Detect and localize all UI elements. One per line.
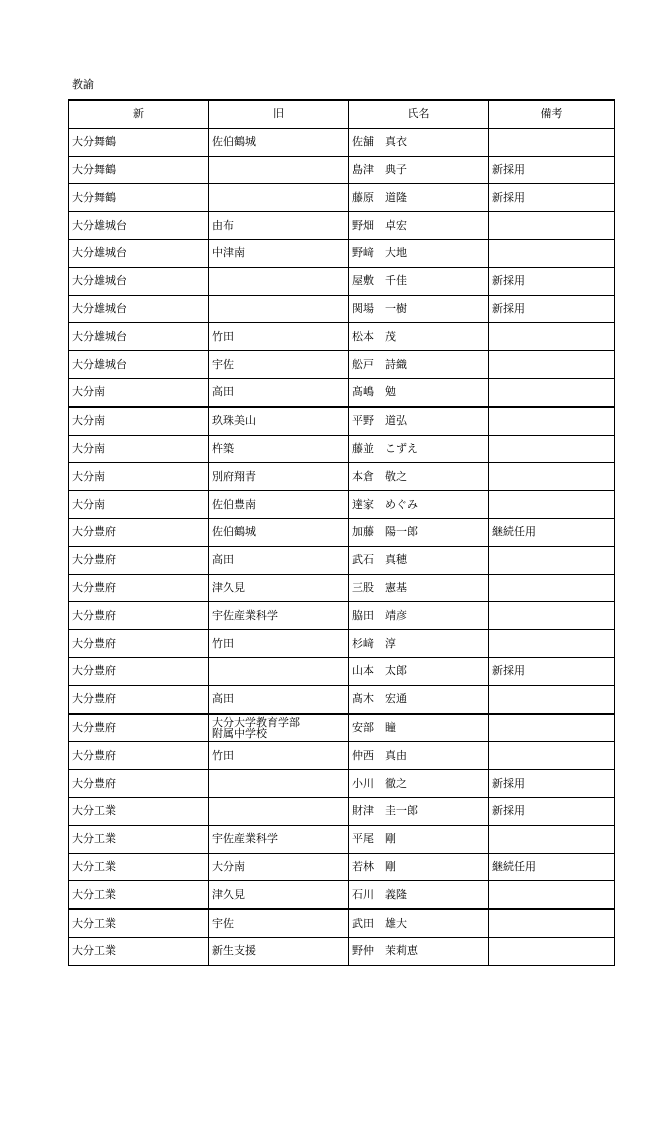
cell-note (489, 378, 615, 406)
cell-name: 若林 剛 (349, 853, 489, 881)
cell-old (209, 657, 349, 685)
cell-old: 中津南 (209, 239, 349, 267)
cell-name: 杉﨑 淳 (349, 630, 489, 658)
cell-new: 大分豊府 (69, 685, 209, 713)
table-row (69, 770, 615, 798)
cell-new: 大分雄城台 (69, 323, 209, 351)
cell-name: 髙嶋 勉 (349, 378, 489, 406)
cell-new: 大分工業 (69, 909, 209, 937)
cell-name: 本倉 敬之 (349, 463, 489, 491)
cell-new: 大分豊府 (69, 770, 209, 798)
table-row (69, 685, 615, 713)
table-row (69, 714, 615, 742)
table-row (69, 156, 615, 184)
cell-old: 津久見 (209, 881, 349, 909)
cell-old: 竹田 (209, 742, 349, 770)
table-row (69, 546, 615, 574)
cell-new: 大分雄城台 (69, 212, 209, 240)
personnel-table (68, 99, 615, 966)
cell-name: 藤原 道隆 (349, 184, 489, 212)
cell-note (489, 239, 615, 267)
cell-name: 平尾 剛 (349, 825, 489, 853)
table-row (69, 909, 615, 937)
cell-name: 野仲 茉莉恵 (349, 937, 489, 965)
table-row (69, 825, 615, 853)
cell-old: 佐伯鶴城 (209, 128, 349, 156)
cell-name: 加藤 陽一郎 (349, 518, 489, 546)
cell-note: 継続任用 (489, 518, 615, 546)
cell-new: 大分雄城台 (69, 267, 209, 295)
cell-note (489, 937, 615, 965)
cell-name: 関場 一樹 (349, 295, 489, 323)
cell-old: 別府翔青 (209, 463, 349, 491)
cell-old: 大分大学教育学部 附属中学校 (209, 714, 349, 742)
cell-new: 大分舞鶴 (69, 184, 209, 212)
cell-note (489, 714, 615, 742)
cell-new: 大分南 (69, 407, 209, 435)
cell-old: 高田 (209, 685, 349, 713)
cell-new: 大分雄城台 (69, 351, 209, 379)
cell-note (489, 602, 615, 630)
cell-new: 大分豊府 (69, 742, 209, 770)
table-row (69, 574, 615, 602)
cell-old: 佐伯鶴城 (209, 518, 349, 546)
cell-old: 宇佐 (209, 909, 349, 937)
table-row (69, 323, 615, 351)
cell-new: 大分工業 (69, 937, 209, 965)
cell-name: 山本 太郎 (349, 657, 489, 685)
cell-note: 新採用 (489, 184, 615, 212)
cell-new: 大分南 (69, 435, 209, 463)
cell-old: 竹田 (209, 630, 349, 658)
cell-name: 財津 圭一郎 (349, 797, 489, 825)
cell-note (489, 463, 615, 491)
cell-new: 大分舞鶴 (69, 156, 209, 184)
cell-new: 大分豊府 (69, 518, 209, 546)
cell-old: 宇佐 (209, 351, 349, 379)
table-row (69, 491, 615, 519)
cell-name: 野﨑 大地 (349, 239, 489, 267)
header-new: 新 (69, 100, 209, 128)
cell-note (489, 351, 615, 379)
table-row (69, 378, 615, 406)
table-row (69, 295, 615, 323)
cell-name: 藤並 こずえ (349, 435, 489, 463)
cell-note: 新採用 (489, 156, 615, 184)
cell-new: 大分南 (69, 378, 209, 406)
cell-old: 津久見 (209, 574, 349, 602)
table-row (69, 212, 615, 240)
cell-new: 大分工業 (69, 881, 209, 909)
cell-note (489, 435, 615, 463)
cell-new: 大分豊府 (69, 602, 209, 630)
header-row (69, 100, 615, 128)
cell-old (209, 156, 349, 184)
caption-teachers: 教諭 (72, 78, 94, 91)
cell-old: 宇佐産業科学 (209, 602, 349, 630)
cell-old: 高田 (209, 546, 349, 574)
cell-new: 大分南 (69, 463, 209, 491)
cell-name: 舩戸 詩織 (349, 351, 489, 379)
cell-note (489, 881, 615, 909)
cell-old: 大分南 (209, 853, 349, 881)
table-row (69, 602, 615, 630)
header-name: 氏名 (349, 100, 489, 128)
cell-new: 大分豊府 (69, 657, 209, 685)
cell-note (489, 128, 615, 156)
cell-name: 野畑 卓宏 (349, 212, 489, 240)
cell-note (489, 685, 615, 713)
table-row (69, 630, 615, 658)
table-row (69, 435, 615, 463)
cell-old (209, 184, 349, 212)
table-row (69, 239, 615, 267)
table-row (69, 518, 615, 546)
cell-note: 新採用 (489, 295, 615, 323)
table-row (69, 128, 615, 156)
cell-name: 平野 道弘 (349, 407, 489, 435)
header-old: 旧 (209, 100, 349, 128)
cell-note (489, 630, 615, 658)
cell-old: 新生支援 (209, 937, 349, 965)
cell-name: 屋敷 千佳 (349, 267, 489, 295)
cell-new: 大分豊府 (69, 714, 209, 742)
cell-note (489, 909, 615, 937)
cell-name: 松本 茂 (349, 323, 489, 351)
cell-note (489, 742, 615, 770)
cell-note: 継続任用 (489, 853, 615, 881)
cell-old: 杵築 (209, 435, 349, 463)
cell-note: 新採用 (489, 797, 615, 825)
cell-name: 武石 真穂 (349, 546, 489, 574)
cell-old: 竹田 (209, 323, 349, 351)
cell-old: 佐伯豊南 (209, 491, 349, 519)
cell-note (489, 825, 615, 853)
cell-old (209, 295, 349, 323)
cell-new: 大分工業 (69, 797, 209, 825)
table-row (69, 267, 615, 295)
cell-note: 新採用 (489, 657, 615, 685)
cell-old (209, 797, 349, 825)
cell-old: 宇佐産業科学 (209, 825, 349, 853)
cell-note (489, 407, 615, 435)
cell-name: 島津 典子 (349, 156, 489, 184)
table-row (69, 937, 615, 965)
table-row (69, 184, 615, 212)
table-row (69, 407, 615, 435)
table-row (69, 853, 615, 881)
cell-name: 三股 憲基 (349, 574, 489, 602)
table-row (69, 351, 615, 379)
cell-name: 髙木 宏通 (349, 685, 489, 713)
table-row (69, 742, 615, 770)
cell-note (489, 491, 615, 519)
cell-note: 新採用 (489, 770, 615, 798)
cell-new: 大分工業 (69, 853, 209, 881)
cell-old (209, 770, 349, 798)
table-row (69, 657, 615, 685)
cell-new: 大分工業 (69, 825, 209, 853)
cell-old: 玖珠美山 (209, 407, 349, 435)
cell-note (489, 546, 615, 574)
cell-old (209, 267, 349, 295)
table-row (69, 463, 615, 491)
cell-old: 高田 (209, 378, 349, 406)
cell-new: 大分南 (69, 491, 209, 519)
cell-new: 大分豊府 (69, 546, 209, 574)
cell-new: 大分豊府 (69, 630, 209, 658)
table-row (69, 797, 615, 825)
cell-name: 小川 徹之 (349, 770, 489, 798)
cell-note (489, 323, 615, 351)
cell-note (489, 212, 615, 240)
cell-old: 由布 (209, 212, 349, 240)
cell-name: 安部 瞳 (349, 714, 489, 742)
cell-name: 石川 義隆 (349, 881, 489, 909)
cell-name: 仲西 真由 (349, 742, 489, 770)
cell-new: 大分雄城台 (69, 239, 209, 267)
cell-new: 大分舞鶴 (69, 128, 209, 156)
cell-name: 達家 めぐみ (349, 491, 489, 519)
cell-name: 武田 雄大 (349, 909, 489, 937)
cell-new: 大分雄城台 (69, 295, 209, 323)
header-note: 備考 (489, 100, 615, 128)
cell-name: 脇田 靖彦 (349, 602, 489, 630)
cell-new: 大分豊府 (69, 574, 209, 602)
cell-name: 佐舗 真衣 (349, 128, 489, 156)
cell-note: 新採用 (489, 267, 615, 295)
table-row (69, 881, 615, 909)
cell-note (489, 574, 615, 602)
